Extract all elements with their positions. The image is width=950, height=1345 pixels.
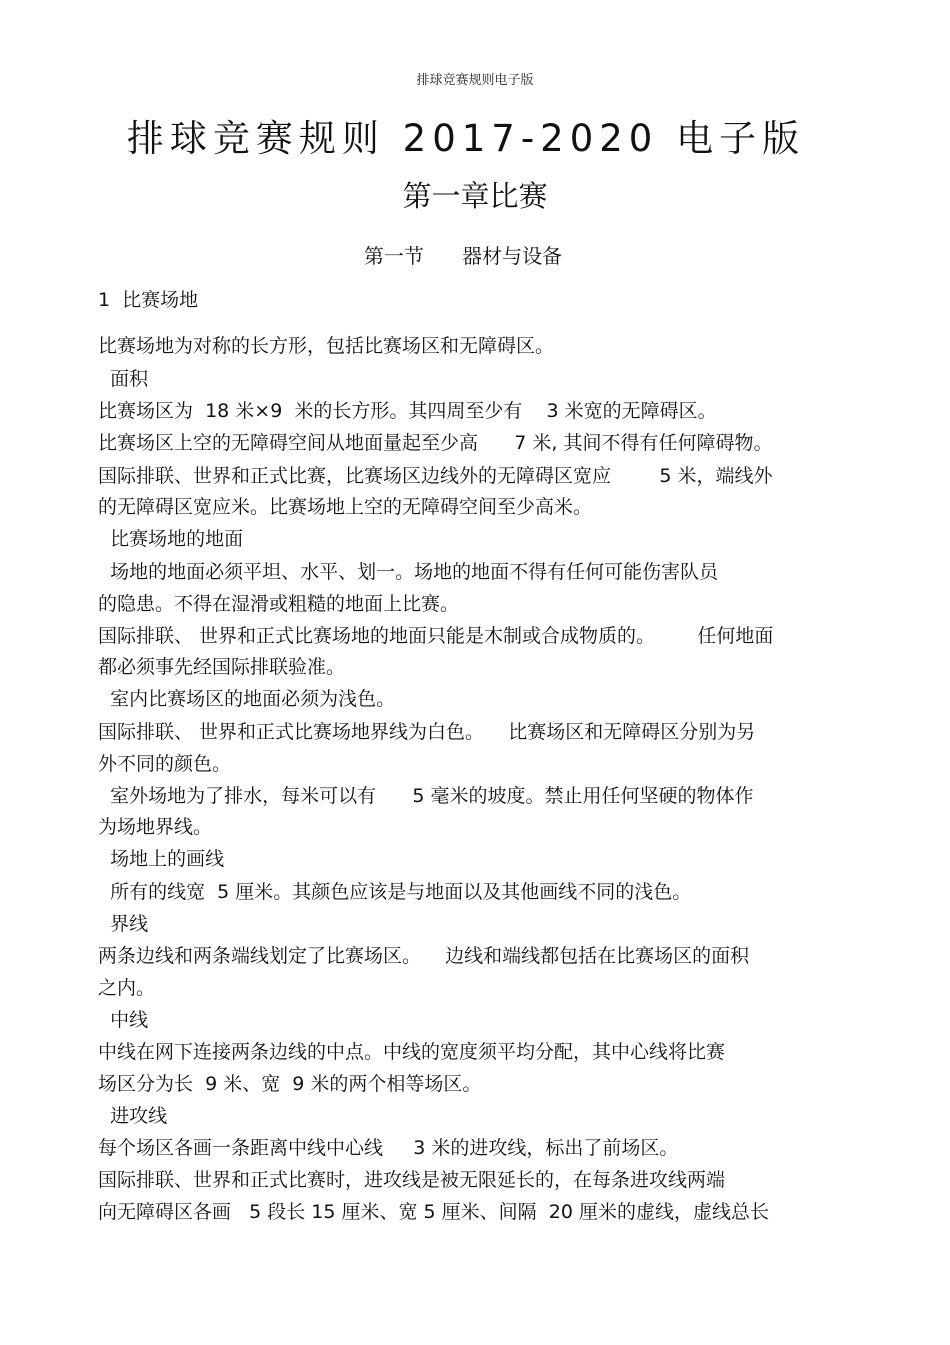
text-line: 中线在网下连接两条边线的中点。中线的宽度须平均分配，其中心线将比赛 xyxy=(98,1041,726,1063)
section-title: 第一节 器材与设备 xyxy=(363,244,563,268)
text-line: 都必须事先经国际排联验准。 xyxy=(98,656,346,678)
text-line: 国际排联、世界和正式比赛，比赛场区边线外的无障碍区宽应 5 米，端线外 xyxy=(98,465,773,487)
text-line: 之内。 xyxy=(98,977,156,999)
text-line: 场区分为长 9 米、宽 9 米的两个相等场区。 xyxy=(98,1073,482,1095)
text-line: 室内比赛场区的地面必须为浅色。 xyxy=(98,688,396,710)
text-line: 比赛场地为对称的长方形，包括比赛场区和无障碍区。 xyxy=(98,335,555,357)
text-line: 比赛场地的地面 xyxy=(98,528,244,550)
text-line: 界线 xyxy=(98,913,149,935)
text-line: 面积 xyxy=(98,368,149,390)
text-line: 国际排联、世界和正式比赛时，进攻线是被无限延长的，在每条进攻线两端 xyxy=(98,1169,726,1191)
text-line: 国际排联、 世界和正式比赛场地界线为白色。 比赛场区和无障碍区分别为另 xyxy=(98,721,756,743)
text-line: 1 比赛场地 xyxy=(98,289,199,311)
text-line: 外不同的颜色。 xyxy=(98,753,232,775)
text-line: 比赛场区为 18 米×9 米的长方形。其四周至少有 3 米宽的无障碍区。 xyxy=(98,400,717,422)
text-line: 中线 xyxy=(98,1009,149,1031)
text-line: 两条边线和两条端线划定了比赛场区。 边线和端线都包括在比赛场区的面积 xyxy=(98,945,750,967)
running-header: 排球竞赛规则电子版 xyxy=(416,73,534,88)
text-line: 向无障碍区各画 5 段长 15 厘米、宽 5 厘米、间隔 20 厘米的虚线，虚线总长 xyxy=(98,1201,769,1223)
document-title: 排球竞赛规则 2017-2020 电子版 xyxy=(126,117,806,160)
text-line: 每个场区各画一条距离中线中心线 3 米的进攻线，标出了前场区。 xyxy=(98,1137,679,1159)
text-line: 为场地界线。 xyxy=(98,816,213,838)
text-line: 比赛场区上空的无障碍空间从地面量起至少高 7 米, 其间不得有任何障碍物。 xyxy=(98,432,773,454)
text-line: 进攻线 xyxy=(98,1105,168,1127)
text-line: 所有的线宽 5 厘米。其颜色应该是与地面以及其他画线不同的浅色。 xyxy=(98,881,692,903)
text-line: 场地上的画线 xyxy=(98,848,225,870)
text-line: 场地的地面必须平坦、水平、划一。场地的地面不得有任何可能伤害队员 xyxy=(98,561,719,583)
text-line: 室外场地为了排水，每米可以有 5 毫米的坡度。禁止用任何坚硬的物体作 xyxy=(98,785,754,807)
chapter-title: 第一章比赛 xyxy=(402,179,548,213)
text-line: 的隐患。不得在湿滑或粗糙的地面上比赛。 xyxy=(98,593,460,615)
text-line: 国际排联、 世界和正式比赛场地的地面只能是木制或合成物质的。 任何地面 xyxy=(98,625,774,647)
text-line: 的无障碍区宽应米。比赛场地上空的无障碍空间至少高米。 xyxy=(98,496,593,518)
